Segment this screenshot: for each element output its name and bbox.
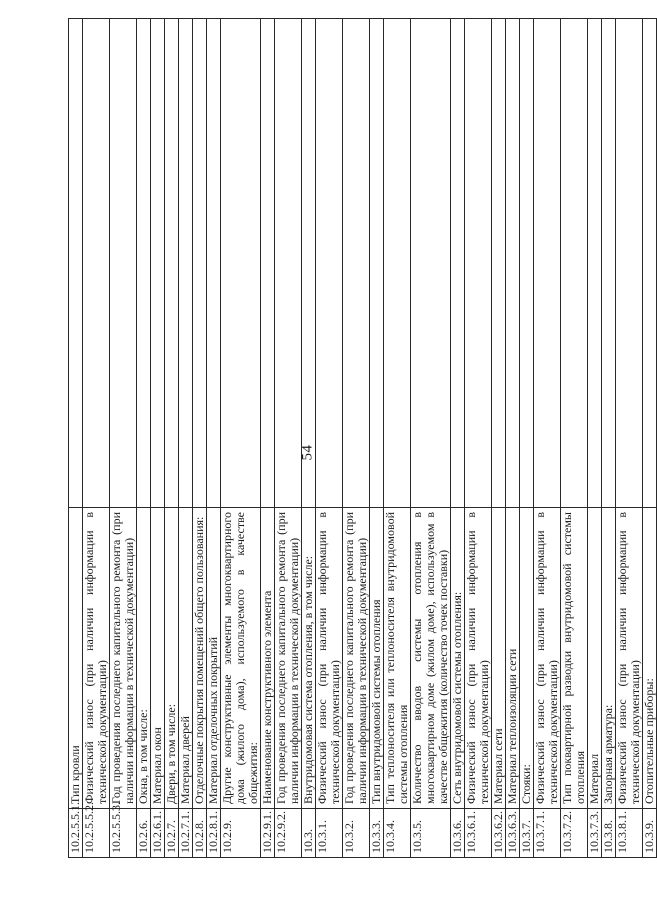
- table-row: [588, 19, 602, 858]
- row-code: 10.3.9.: [643, 809, 657, 858]
- row-description: Тип кровли: [69, 508, 83, 809]
- table-row: [451, 19, 465, 858]
- table-row: [616, 19, 643, 858]
- table-row: [137, 19, 151, 858]
- rotated-page-content: [68, 28, 656, 858]
- row-code: 10.3.7.1.: [534, 809, 561, 858]
- table-row: [520, 19, 534, 858]
- row-code: 10.2.9.: [221, 809, 261, 858]
- row-value-cell: [83, 19, 110, 508]
- row-code: 10.2.8.: [193, 809, 207, 858]
- table-row: [534, 19, 561, 858]
- table-row: [165, 19, 179, 858]
- row-value-cell: [616, 19, 643, 508]
- row-value-cell: [110, 19, 137, 508]
- row-value-cell: [316, 19, 343, 508]
- table-row: [275, 19, 302, 858]
- table-row: [465, 19, 492, 858]
- row-value-cell: [370, 19, 384, 508]
- row-value-cell: [299, 19, 316, 508]
- row-description: Тип внутридомовой системы отопления: [370, 508, 384, 809]
- row-value-cell: [643, 19, 657, 508]
- row-code: 10.3.6.2.: [492, 809, 506, 858]
- table-row: [411, 19, 451, 858]
- row-value-cell: [411, 19, 451, 508]
- row-value-cell: [137, 19, 151, 508]
- row-code: 10.3.7.3.: [588, 809, 602, 858]
- row-code: 10.2.8.1.: [207, 809, 221, 858]
- row-value-cell: [520, 19, 534, 508]
- row-value-cell: [261, 19, 275, 508]
- row-value-cell: [384, 19, 411, 508]
- row-code: 10.3.8.1.: [616, 809, 643, 858]
- row-code: 10.2.5.5.3.: [110, 809, 137, 858]
- row-description: Окна, в том числе:: [137, 508, 151, 809]
- table-row: [370, 19, 384, 858]
- table-row: [261, 19, 275, 858]
- table-row: [110, 19, 137, 858]
- row-description: Внутридомовая система отопления, в том числе:: [302, 508, 316, 809]
- row-code: 10.3.7.: [520, 809, 534, 858]
- row-description: Наименование конструктивного элемента: [261, 508, 275, 809]
- row-value-cell: [275, 19, 302, 508]
- table-row: [302, 19, 316, 858]
- row-value-cell: [588, 19, 602, 508]
- row-description: Материал отделочных покрытий: [207, 508, 221, 809]
- row-description: Год проведения последнего капитального ремонта (при наличии информации в технической документации): [110, 508, 137, 809]
- row-description: Материал окон: [151, 508, 165, 809]
- row-description: Отделочные покрытия помещений общего пользования:: [193, 508, 207, 809]
- row-description: Количество вводов системы отопления в многоквартирном доме (жилом доме), используемом в качестве общежития (количество точек поставки): [411, 508, 451, 809]
- table-row: [83, 19, 110, 858]
- table-row: [506, 19, 520, 858]
- row-description: Год проведения последнего капитального ремонта (при наличии информации в технической документации): [275, 508, 302, 809]
- row-value-cell: [179, 19, 193, 508]
- row-code: 10.3.6.1.: [465, 809, 492, 858]
- table-row: [316, 19, 343, 858]
- row-description: Материал сети: [492, 508, 506, 809]
- row-description: Материал дверей: [179, 508, 193, 809]
- row-code: 10.2.7.: [165, 809, 179, 858]
- row-description: Двери, в том числе:: [165, 508, 179, 809]
- table-row: [561, 19, 588, 858]
- row-code: 10.2.9.2.: [275, 809, 302, 858]
- row-code: 10.2.5.5.2.: [83, 809, 110, 858]
- table-row: [221, 19, 261, 858]
- row-value-cell: [492, 19, 506, 508]
- table-row: [207, 19, 221, 858]
- row-value-cell: [451, 19, 465, 508]
- row-code: 10.3.7.2.: [561, 809, 588, 858]
- row-value-cell: [165, 19, 179, 508]
- row-description: Тип теплоносителя или теплоносителя внутридомовой системы отопления: [384, 508, 411, 809]
- row-description: Физический износ (при наличии информации в технической документации): [316, 508, 343, 809]
- row-code: 10.3.: [302, 809, 316, 858]
- row-description: Материал: [588, 508, 602, 809]
- row-description: Стояки:: [520, 508, 534, 809]
- row-value-cell: [465, 19, 492, 508]
- table-body: [69, 19, 657, 858]
- row-value-cell: [561, 19, 588, 508]
- row-code: 10.3.5.: [411, 809, 451, 858]
- row-description: Сеть внутридомовой системы отопления:: [451, 508, 465, 809]
- row-code: 10.3.6.3.: [506, 809, 520, 858]
- row-description: Запорная арматура:: [602, 508, 616, 809]
- row-value-cell: [343, 19, 370, 508]
- row-code: 10.2.7.1.: [179, 809, 193, 858]
- row-code: 10.3.4.: [384, 809, 411, 858]
- row-value-cell: [193, 19, 207, 508]
- row-code: 10.2.6.: [137, 809, 151, 858]
- row-code: 10.3.8.: [602, 809, 616, 858]
- table-row: [179, 19, 193, 858]
- table-row: [384, 19, 411, 858]
- row-value-cell: [506, 19, 520, 508]
- table-row: [193, 19, 207, 858]
- row-code: 10.3.1.: [316, 809, 343, 858]
- row-value-cell: [602, 19, 616, 508]
- row-description: Физический износ (при наличии информации в технической документации): [616, 508, 643, 809]
- row-description: Отопительные приборы:: [643, 508, 657, 809]
- page-number: 54: [299, 444, 316, 461]
- row-code: 10.3.6.: [451, 809, 465, 858]
- row-description: Другие конструктивные элементы многоквартирного дома (жилого дома), используемого в качестве общежития:: [221, 508, 261, 809]
- table-row: [492, 19, 506, 858]
- row-code: 10.2.6.1.: [151, 809, 165, 858]
- table-row: [343, 19, 370, 858]
- row-code: 10.2.5.5.1.: [69, 809, 83, 858]
- row-value-cell: [534, 19, 561, 508]
- row-code: 10.3.3.: [370, 809, 384, 858]
- table-row: [643, 19, 657, 858]
- row-code: 10.3.2.: [343, 809, 370, 858]
- row-description: Физический износ (при наличии информации в технической документации): [83, 508, 110, 809]
- row-description: Тип поквартирной разводки внутридомовой системы отопления: [561, 508, 588, 809]
- row-value-cell: [151, 19, 165, 508]
- table-row: [69, 19, 83, 858]
- row-description: Физический износ (при наличии информации в технической документации): [534, 508, 561, 809]
- row-value-cell: [69, 19, 83, 508]
- passport-table: [68, 18, 657, 858]
- row-description: Год проведения последнего капитального ремонта (при наличии информации в технической документации): [343, 508, 370, 809]
- table-row: [602, 19, 616, 858]
- row-code: 10.2.9.1.: [261, 809, 275, 858]
- row-value-cell: [207, 19, 221, 508]
- table-row: [151, 19, 165, 858]
- row-description: Физический износ (при наличии информации в технической документации): [465, 508, 492, 809]
- row-value-cell: [221, 19, 261, 508]
- row-description: Материал теплоизоляции сети: [506, 508, 520, 809]
